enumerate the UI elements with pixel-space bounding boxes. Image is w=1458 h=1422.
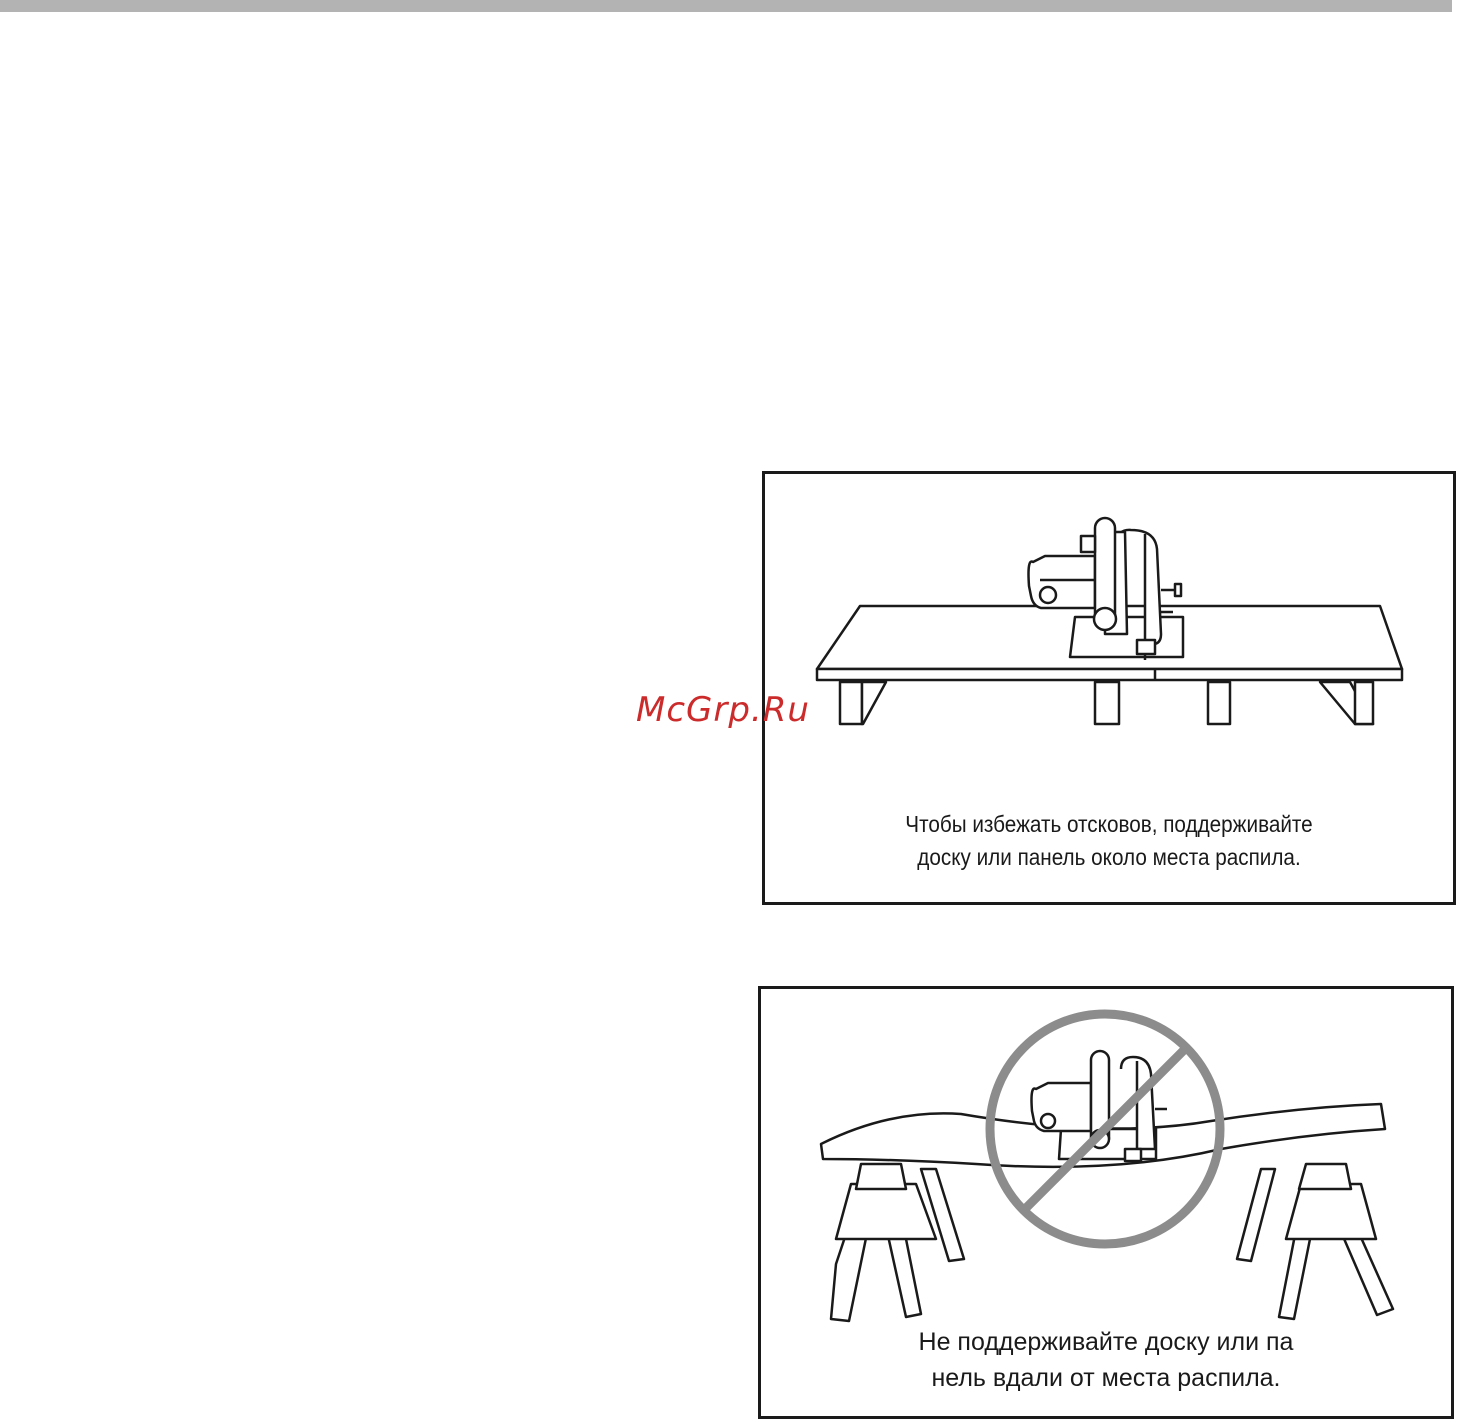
support-leg xyxy=(862,682,886,724)
caption-correct-support xyxy=(799,808,1418,874)
sawhorse-top xyxy=(856,1164,906,1189)
support-leg xyxy=(840,682,862,724)
header-bar xyxy=(0,0,1452,12)
caption-line: доску или панель около места распила. xyxy=(917,844,1301,870)
support-leg xyxy=(1355,682,1373,724)
support-leg xyxy=(1208,682,1230,724)
sawhorse-body xyxy=(836,1184,936,1239)
saw-motor xyxy=(1029,556,1096,608)
sawhorse-top xyxy=(1299,1164,1351,1189)
sawhorse-body xyxy=(1286,1184,1376,1239)
support-leg xyxy=(1095,682,1119,724)
board-edge xyxy=(817,669,1402,680)
caption-line: Чтобы избежать отсковов, поддерживайте xyxy=(905,811,1313,837)
watermark-logo: McGrp.Ru xyxy=(636,690,810,730)
caption-line: нель вдали от места распила. xyxy=(931,1364,1281,1392)
sawhorse-leg xyxy=(1237,1169,1275,1261)
figure-incorrect-support xyxy=(758,986,1454,1419)
caption-incorrect-support xyxy=(761,1324,1451,1396)
caption-line: Не поддерживайте доску или па xyxy=(918,1328,1294,1356)
figure-correct-support xyxy=(762,471,1456,905)
